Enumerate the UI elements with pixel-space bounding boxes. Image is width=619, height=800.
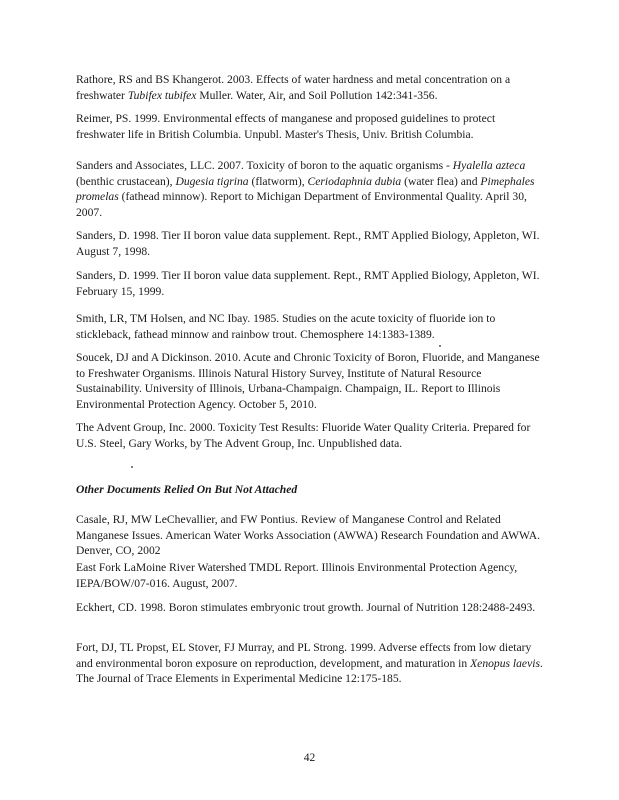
species-name: Pimephales promelas xyxy=(76,174,535,204)
reference-text: (water flea) and xyxy=(401,174,481,188)
reference-entry xyxy=(76,560,546,591)
reference-entry xyxy=(76,268,546,299)
species-name: Xenopus laevis xyxy=(470,656,540,670)
reference-text: (benthic crustacean), xyxy=(76,174,176,188)
reference-text: (fathead minnow). Report to Michigan Department of Environmental Quality. April 30, 2007. xyxy=(76,190,527,219)
section-heading: Other Documents Relied On But Not Attached xyxy=(76,483,298,496)
species-name: Hyalella azteca xyxy=(452,159,526,172)
reference-text: Smith, LR, TM Holsen, and NC Ibay. 1985. Studies on the acute toxicity of fluoride ion to stickleback, fathead minnow and rainbow trout. Chemosphere 14:1383-1389. xyxy=(76,312,496,341)
reference-text: Rathore, RS and BS Khangerot. 2003. Effects of water hardness and metal concentration on a freshwater xyxy=(76,73,511,102)
reference-entry xyxy=(76,350,546,412)
reference-entry xyxy=(76,600,546,616)
reference-entry xyxy=(76,640,546,687)
reference-entry xyxy=(76,512,546,559)
species-name: Ceriodaphnia dubia xyxy=(307,174,402,188)
reference-text: (flatworm), xyxy=(248,174,308,188)
reference-text: The Advent Group, Inc. 2000. Toxicity Test Results: Fluoride Water Quality Criteria. Prepared for U.S. Steel, Gary Works, by The Advent Group, Inc. Unpublished data. xyxy=(76,421,531,450)
page-number: 42 xyxy=(303,751,316,764)
reference-text: Sanders, D. 1999. Tier II boron value data supplement. Rept., RMT Applied Biology, Appleton, WI. February 15, 1999. xyxy=(76,269,540,298)
reference-text: . The Journal of Trace Elements in Experimental Medicine 12:175-185. xyxy=(76,656,543,686)
reference-text: East Fork LaMoine River Watershed TMDL Report. Illinois Environmental Protection Agency, IEPA/BOW/07-016. August, 2007. xyxy=(76,561,518,590)
reference-entry xyxy=(76,420,546,451)
reference-entry xyxy=(76,228,546,259)
species-name: Tubifex tubifex xyxy=(127,88,197,102)
reference-text: Soucek, DJ and A Dickinson. 2010. Acute and Chronic Toxicity of Boron, Fluoride, and Manganese to Freshwater Organisms. Illinois Natural History Survey, Institute of Natural Resource Sustainability. University of Illinois, Urbana-Champaign. Champaign, IL. Report to Illinois Environmental Protection Agency. October 5, 2010. xyxy=(76,351,540,411)
species-name: Dugesia tigrina xyxy=(175,174,249,188)
reference-text: Sanders, D. 1998. Tier II boron value data supplement. Rept., RMT Applied Biology, Appleton, WI. August 7, 1998. xyxy=(76,229,540,258)
reference-text: Reimer, PS. 1999. Environmental effects of manganese and proposed guidelines to protect freshwater life in British Columbia. Unpubl. Master's Thesis, Univ. British Columbia. xyxy=(76,112,496,141)
reference-text: Fort, DJ, TL Propst, EL Stover, FJ Murray, and PL Strong. 1999. Adverse effects from low dietary and environmental boron exposure on reproduction, development, and maturation in xyxy=(76,641,532,670)
scan-speck xyxy=(131,466,133,468)
reference-entry xyxy=(76,158,546,220)
reference-text: Eckhert, CD. 1998. Boron stimulates embryonic trout growth. Journal of Nutrition 128:2488-2493. xyxy=(76,601,536,614)
scan-speck xyxy=(439,345,441,347)
reference-entry xyxy=(76,72,546,103)
reference-entry xyxy=(76,311,546,342)
reference-text: Casale, RJ, MW LeChevallier, and FW Pontius. Review of Manganese Control and Related Manganese Issues. American Water Works Association (AWWA) Research Foundation and AWWA. Denver, CO, 2002 xyxy=(76,513,540,558)
reference-text: Sanders and Associates, LLC. 2007. Toxicity of boron to the aquatic organisms - xyxy=(76,159,453,172)
reference-text: Muller. Water, Air, and Soil Pollution 142:341-356. xyxy=(196,88,438,102)
reference-entry xyxy=(76,111,546,142)
